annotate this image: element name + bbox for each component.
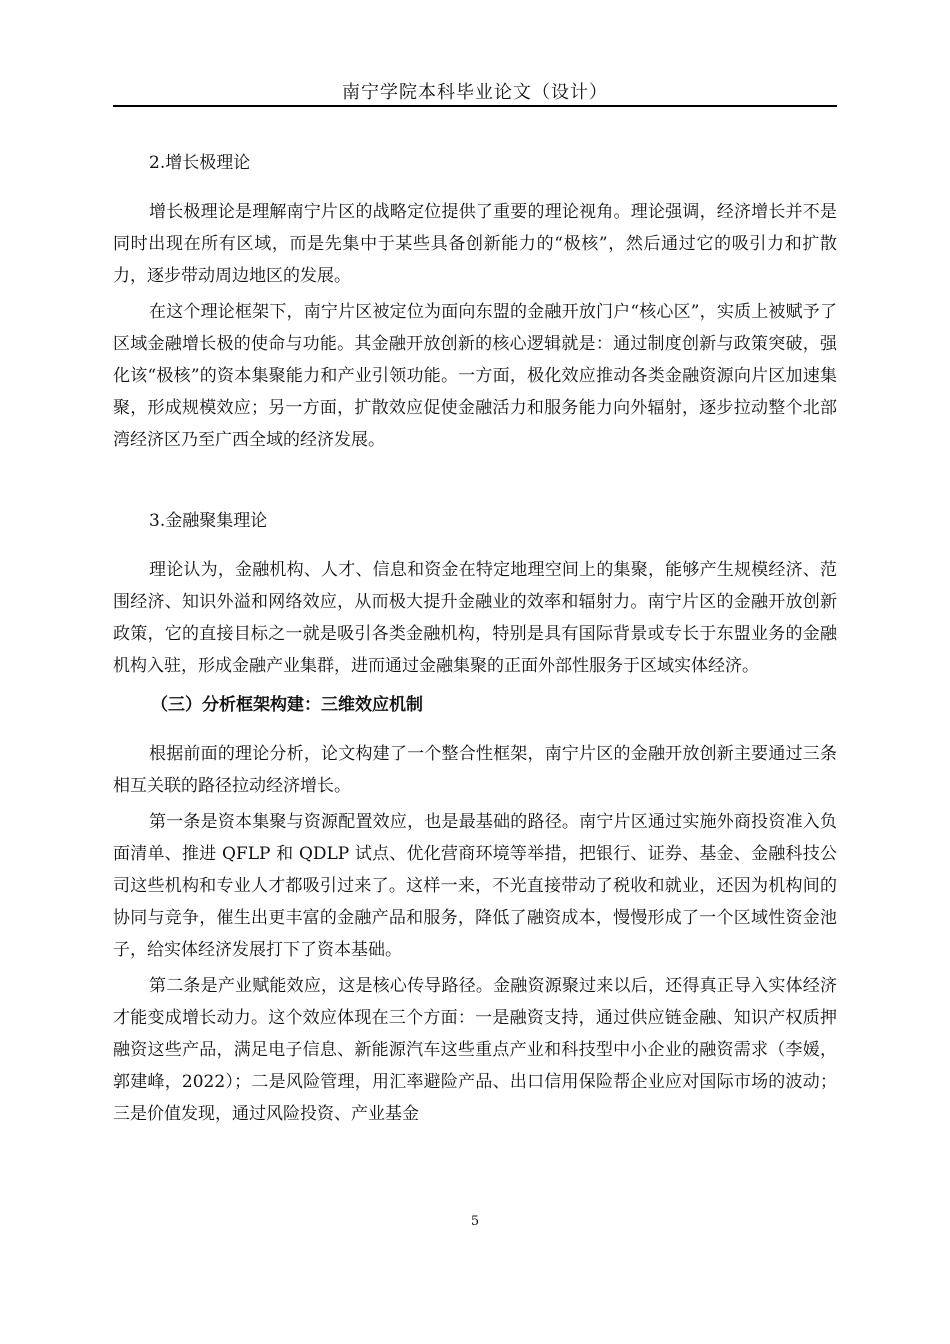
page-number: 5 — [470, 1214, 480, 1229]
section-gap — [113, 460, 837, 506]
page-body — [113, 148, 837, 1134]
paragraph: 第二条是产业赋能效应，这是核心传导路径。金融资源聚过来以后，还得真正导入实体经济才能变成增长动力。这个效应体现在三个方面：一是融资支持，通过供应链金融、知识产权质押融资这些产品，满足电子信息、新能源汽车这些重点产业和科技型中小企业的融资需求（李媛，郭建峰，2022）；二是风险管理，用汇率避险产品、出口信用保险帮企业应对国际市场的波动；三是价值发现，通过风险投资、产业基金 — [113, 976, 837, 1124]
running-header: 南宁学院本科毕业论文（设计） — [342, 82, 608, 103]
paragraph: 根据前面的理论分析，论文构建了一个整合性框架，南宁片区的金融开放创新主要通过三条相互关联的路径拉动经济增长。 — [113, 744, 837, 796]
header-rule — [113, 105, 837, 107]
section-heading-growth-pole: 2.增长极理论 — [149, 153, 251, 173]
paragraph: 在这个理论框架下，南宁片区被定位为面向东盟的金融开放门户“核心区”，实质上被赋予了区域金融增长极的使命与功能。其金融开放创新的核心逻辑就是：通过制度创新与政策突破，强化该“极核”的资本集聚能力和产业引领功能。一方面，极化效应推动各类金融资源向片区加速集聚，形成规模效应；另一方面，扩散效应促使金融活力和服务能力向外辐射，逐步拉动整个北部湾经济区乃至广西全域的经济发展。 — [113, 302, 837, 450]
paragraph: 增长极理论是理解南宁片区的战略定位提供了重要的理论视角。理论强调，经济增长并不是同时出现在所有区域，而是先集中于某些具备创新能力的“极核”，然后通过它的吸引力和扩散力，逐步带动周边地区的发展。 — [113, 202, 837, 286]
paragraph: 第一条是资本集聚与资源配置效应，也是最基础的路径。南宁片区通过实施外商投资准入负面清单、推进 QFLP 和 QDLP 试点、优化营商环境等举措，把银行、证券、基金、金融科技公司这些机构和专业人才都吸引过来了。这样一来，不光直接带动了税收和就业，还因为机构间的协同与竞争，催生出更丰富的金融产品和服务，降低了融资成本，慢慢形成了一个区域性资金池子，给实体经济发展打下了资本基础。 — [113, 812, 837, 960]
section-heading-framework: （三）分析框架构建：三维效应机制 — [151, 695, 423, 715]
section-heading-financial-agglomeration: 3.金融聚集理论 — [149, 511, 268, 531]
paragraph: 理论认为，金融机构、人才、信息和资金在特定地理空间上的集聚，能够产生规模经济、范围经济、知识外溢和网络效应，从而极大提升金融业的效率和辐射力。南宁片区的金融开放创新政策，它的直接目标之一就是吸引各类金融机构，特别是具有国际背景或专长于东盟业务的金融机构入驻，形成金融产业集群，进而通过金融集聚的正面外部性服务于区域实体经济。 — [113, 560, 837, 676]
